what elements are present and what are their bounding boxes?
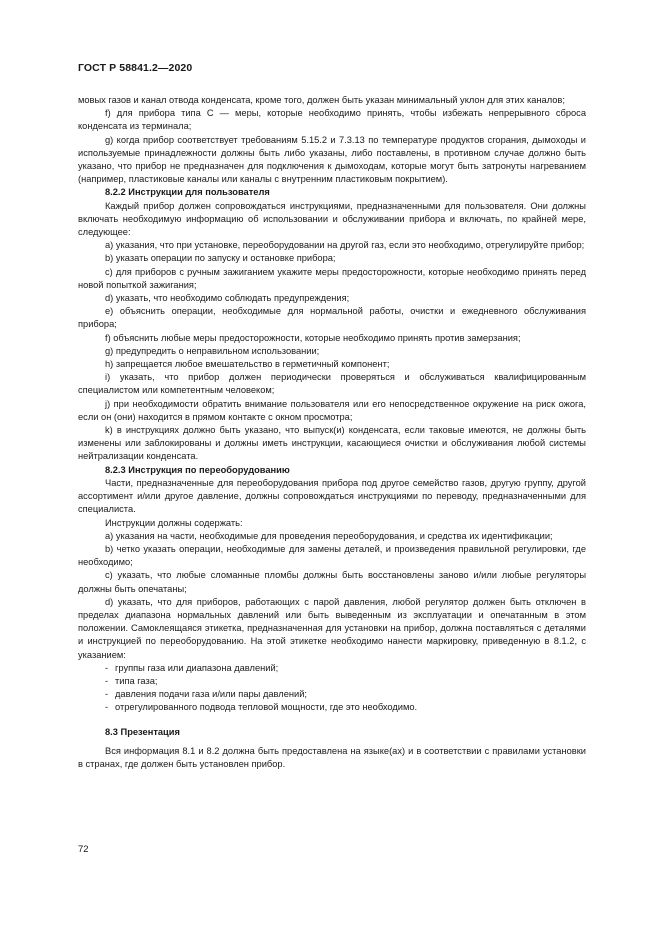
list-item: g) когда прибор соответствует требованиям 5.15.2 и 7.3.13 по температуре продуктов сгорания, дымоходы и используемые принадлежности должны быть либо указаны, либо поставлены, в противном случае должно быть указано, что прибор не предназначен для подключения к дымоходам, которые могут быть затронуты нагреванием (например, пластиковые каналы или каналы с внутренним пластиковым покрытием). — [78, 134, 586, 185]
dash-item: - типа газа; — [78, 675, 586, 688]
list-item: a) указания, что при установке, переоборудовании на другой газ, если это необходимо, отрегулируйте прибор; — [105, 240, 585, 251]
dash-item: - отрегулированного подвода тепловой мощности, где это необходимо. — [78, 701, 586, 714]
section-heading-8-2-2: 8.2.2 Инструкции для пользователя — [105, 187, 270, 198]
list-item: c) указать, что любые сломанные пломбы должны быть восстановлены заново и/или любые регуляторы должны быть опечатаны; — [78, 570, 586, 594]
list-item: a) указания на части, необходимые для проведения переоборудования, и средства их идентификации; — [105, 530, 553, 541]
list-item: j) при необходимости обратить внимание пользователя или его непосредственное окружение на риск ожога, если он (они) находится в прямом контакте с окном просмотра; — [78, 398, 586, 422]
list-item: g) предупредить о неправильном использовании; — [105, 345, 320, 356]
dash-item: - группы газа или диапазона давлений; — [78, 662, 586, 675]
document-header: ГОСТ Р 58841.2—2020 — [78, 62, 193, 74]
list-item: f) для прибора типа С — меры, которые необходимо принять, чтобы избежать непрерывного сброса конденсата из терминала; — [78, 108, 586, 132]
list-item: b) четко указать операции, необходимые для замены деталей, и произведения правильной регулировки, где необходимо; — [78, 543, 586, 568]
document-body — [78, 94, 586, 771]
list-item: k) в инструкциях должно быть указано, что выпуск(и) конденсата, если таковые имеются, не должны быть изменены или заблокированы и должны иметь инструкции, касающиеся очистки и обслуживания любой системы нейтрализации конденсата. — [78, 425, 586, 462]
list-item: f) объяснить любые меры предосторожности, которые необходимо принять против замерзания; — [105, 332, 521, 343]
list-item: e) объяснить операции, необходимые для нормальной работы, очистки и ежедневного обслуживания прибора; — [78, 306, 586, 330]
section-heading-8-3: 8.3 Презентация — [105, 726, 180, 737]
list-item: i) указать, что прибор должен периодически проверяться и обслуживаться квалифицированным специалистом или компетентным человеком; — [78, 372, 586, 396]
list-item: d) указать, что для приборов, работающих с парой давления, любой регулятор должен быть отключен в пределах диапазона нормальных давлений или быть выведенным из эксплуатации и опечатанным в этом положении. Самоклеящаяся этикетка, предназначенная для установки на прибор, должна поставляться с деталями и инструкцией по переоборудованию. На этой этикетке необходимо нанести маркировку, приведенную в 8.1.2, с указанием: — [78, 596, 586, 660]
dash-item: - давления подачи газа и/или пары давлений; — [78, 688, 586, 701]
list-item: h) запрещается любое вмешательство в герметичный компонент; — [105, 359, 390, 370]
page-number: 72 — [78, 844, 89, 855]
paragraph: Части, предназначенные для переоборудования прибора под другое семейство газов, другую группу, другой ассортимент и/или другое давление, должны сопровождаться инструкциями по переводу, предназначенными для специалиста. — [78, 477, 586, 515]
paragraph: Вся информация 8.1 и 8.2 должна быть предоставлена на языке(ах) и в соответствии с правилами установки в странах, где должен быть установлен прибор. — [78, 745, 586, 769]
list-item: b) указать операции по запуску и остановке прибора; — [105, 253, 336, 264]
paragraph: Инструкции должны содержать: — [105, 517, 243, 528]
list-item: d) указать, что необходимо соблюдать предупреждения; — [105, 293, 350, 304]
paragraph: мовых газов и канал отвода конденсата, кроме того, должен быть указан минимальный уклон для этих каналов; — [78, 95, 565, 105]
paragraph: Каждый прибор должен сопровождаться инструкциями, предназначенными для пользователя. Они должны включать необходимую информацию об использовании и обслуживании прибора и включать, по крайней мере, следующее: — [78, 200, 586, 238]
section-heading-8-2-3: 8.2.3 Инструкция по переоборудованию — [105, 464, 290, 475]
list-item: c) для приборов с ручным зажиганием укажите меры предосторожности, которые необходимо принять перед новой попыткой зажигания; — [78, 266, 586, 290]
